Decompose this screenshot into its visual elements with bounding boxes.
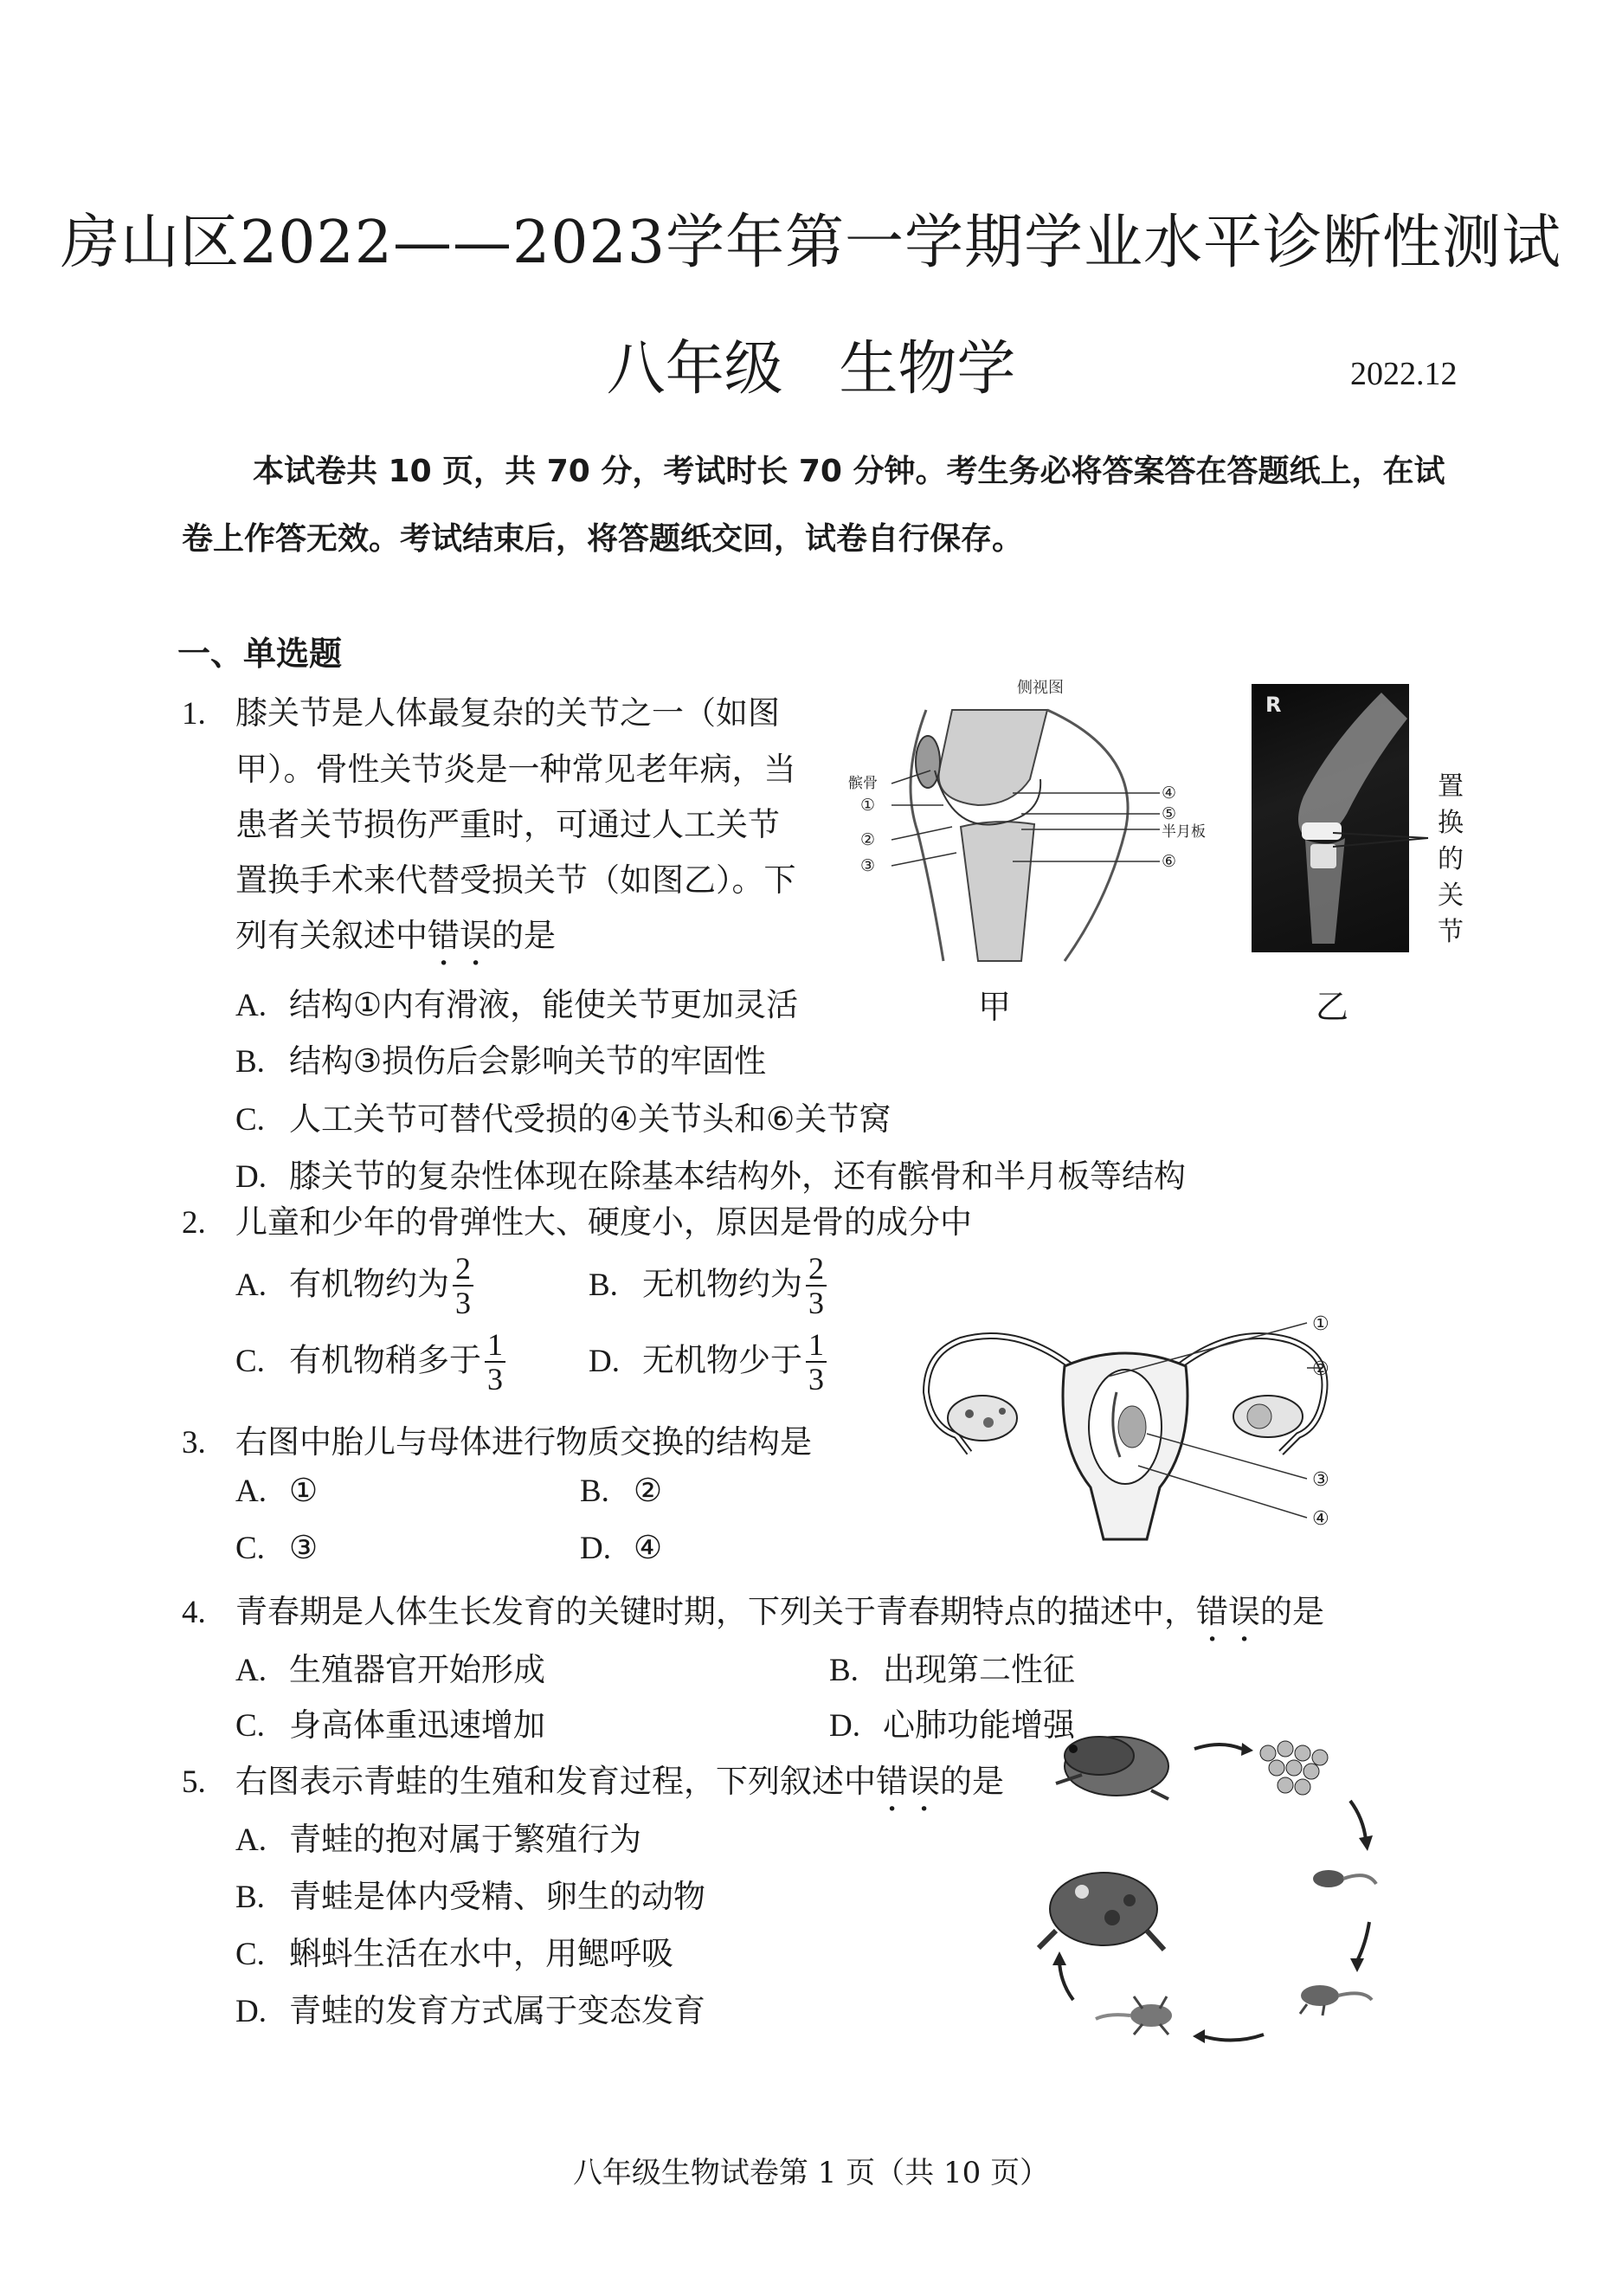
uterus-label-1: ① — [1312, 1313, 1329, 1335]
fraction-denominator: 3 — [808, 1362, 824, 1396]
question-stem-text: 青春期是人体生长发育的关键时期，下列关于青春期特点的描述中， — [235, 1593, 1196, 1630]
side-label-char: 的 — [1438, 844, 1464, 874]
question-stem-text: 的是 — [492, 917, 556, 954]
option-letter: C. — [235, 1531, 265, 1566]
option-b[interactable] — [580, 1472, 662, 1510]
option-letter: C. — [235, 1708, 265, 1744]
option-a[interactable] — [235, 1813, 641, 1860]
label-patella: 髌骨 — [848, 775, 878, 792]
option-letter: C. — [235, 1937, 265, 1972]
figure-a-caption: 甲 — [978, 988, 1012, 1026]
option-text: 无机物约为 — [642, 1265, 802, 1303]
fraction-numerator: 1 — [485, 1328, 505, 1363]
option-c[interactable] — [235, 1328, 505, 1396]
xray-side-label — [1435, 769, 1466, 951]
option-letter: D. — [235, 1159, 267, 1195]
frog-lifecycle-diagram — [1021, 1714, 1402, 2061]
option-text: 心肺功能增强 — [883, 1706, 1075, 1744]
option-text: 结构①内有滑液，能使关节更加灵活 — [289, 986, 799, 1023]
fraction — [806, 1252, 827, 1319]
option-text: 膝关节的复杂性体现在除基本结构外，还有髌骨和半月板等结构 — [289, 1158, 1186, 1195]
xray-pointer — [1333, 822, 1437, 857]
side-label-char: 关 — [1438, 880, 1464, 911]
option-letter: A. — [235, 1822, 267, 1858]
option-text: 青蛙是体内受精、卵生的动物 — [289, 1878, 705, 1915]
option-b[interactable] — [235, 1870, 705, 1917]
exam-subtitle: 八年级 生物学 — [606, 335, 1016, 403]
option-text: 结构③损伤后会影响关节的牢固性 — [289, 1042, 767, 1080]
option-text: 身高体重迅速增加 — [289, 1706, 545, 1744]
option-letter: D. — [235, 1994, 267, 2029]
option-letter: A. — [235, 988, 267, 1023]
xray-image — [1252, 684, 1409, 952]
question-stem-text: 右图中胎儿与母体进行物质交换的结构是 — [235, 1423, 812, 1461]
adult-frog-icon — [1039, 1873, 1164, 1950]
option-text: ④ — [634, 1529, 663, 1566]
question-2 — [182, 1195, 972, 1251]
option-letter: B. — [235, 1044, 265, 1080]
option-text: ① — [289, 1472, 319, 1509]
emphasis-text: 错误 — [1196, 1593, 1260, 1630]
fraction — [806, 1328, 827, 1396]
uterus-label-2: ② — [1312, 1358, 1329, 1380]
emphasis-text: 错误 — [876, 1763, 940, 1800]
xray-corner-mark: R — [1265, 693, 1282, 717]
option-text: 有机物约为 — [289, 1265, 449, 1303]
side-label-char: 节 — [1438, 917, 1464, 947]
fraction-numerator: 2 — [806, 1252, 827, 1287]
figure-b-caption: 乙 — [1316, 988, 1349, 1026]
option-text: 有机物稍多于 — [289, 1341, 481, 1379]
option-text: 生殖器官开始形成 — [289, 1651, 545, 1688]
option-letter: D. — [589, 1343, 620, 1379]
option-d[interactable] — [235, 1150, 1186, 1196]
option-letter: A. — [235, 1267, 267, 1303]
question-number: 3. — [182, 1425, 206, 1461]
label-5: ⑤ — [1162, 804, 1177, 823]
fraction — [485, 1328, 505, 1396]
question-stem-line: 置换手术来代替受损关节（如图乙）。下 — [235, 861, 796, 899]
option-text: ③ — [289, 1529, 319, 1566]
side-label-char: 换 — [1438, 808, 1464, 838]
question-stem-line: 甲）。骨性关节炎是一种常见老年病，当 — [235, 751, 796, 788]
option-a[interactable] — [235, 978, 798, 1025]
question-5 — [182, 1754, 1004, 1819]
figure-heading: 侧视图 — [1017, 679, 1064, 697]
knee-diagram — [848, 675, 1212, 970]
option-b[interactable] — [235, 1035, 766, 1081]
fraction — [453, 1252, 473, 1319]
tadpole-icon — [1313, 1870, 1376, 1887]
fraction-numerator: 1 — [806, 1328, 827, 1363]
label-1: ① — [860, 796, 876, 815]
option-letter: B. — [235, 1880, 265, 1915]
exam-notice: 本试卷共 10 页，共 70 分，考试时长 70 分钟。考生务必将答案答在答题纸上，在试卷上作答无效。考试结束后，将答题纸交回，试卷自行保存。 — [182, 454, 1445, 557]
question-4 — [182, 1584, 1324, 1649]
fraction-numerator: 2 — [453, 1252, 473, 1287]
question-stem-text: 的是 — [940, 1763, 1004, 1800]
label-4: ④ — [1162, 784, 1177, 803]
fraction-denominator: 3 — [808, 1286, 824, 1320]
option-b[interactable] — [829, 1643, 1075, 1690]
option-text: 人工关节可替代受损的④关节头和⑥关节窝 — [289, 1100, 891, 1138]
question-stem-text: 右图表示青蛙的生殖和发育过程，下列叙述中 — [235, 1763, 876, 1800]
option-b[interactable] — [589, 1252, 827, 1319]
option-letter: A. — [235, 1474, 267, 1509]
label-meniscus: 半月板 — [1162, 823, 1206, 841]
option-c[interactable] — [235, 1529, 318, 1567]
option-text: ② — [634, 1472, 663, 1509]
froglet-icon — [1096, 1996, 1172, 2035]
option-text: 青蛙的抱对属于繁殖行为 — [289, 1821, 641, 1858]
option-d[interactable] — [235, 1984, 705, 2031]
exam-date: 2022.12 — [1350, 356, 1458, 392]
fraction-denominator: 3 — [455, 1286, 471, 1320]
label-6: ⑥ — [1162, 852, 1177, 871]
question-number: 5. — [182, 1764, 206, 1800]
tadpole-with-legs-icon — [1300, 1985, 1372, 2015]
option-text: 出现第二性征 — [883, 1651, 1075, 1688]
exam-title: 房山区2022——2023学年第一学期学业水平诊断性测试 — [60, 209, 1562, 277]
label-3: ③ — [860, 856, 876, 875]
question-stem-line: 膝关节是人体最复杂的关节之一（如图 — [235, 694, 780, 732]
option-letter: C. — [235, 1102, 265, 1138]
option-c[interactable] — [235, 1699, 545, 1745]
option-letter: D. — [829, 1708, 860, 1744]
question-stem-text: 儿童和少年的骨弹性大、硬度小，原因是骨的成分中 — [235, 1203, 972, 1241]
option-text: 蝌蚪生活在水中，用鳃呼吸 — [289, 1935, 673, 1972]
option-d[interactable] — [580, 1529, 662, 1567]
emphasis-text: 错误 — [428, 917, 492, 954]
fraction-denominator: 3 — [487, 1362, 503, 1396]
frog-eggs-icon — [1260, 1741, 1328, 1795]
question-1 — [182, 686, 796, 973]
option-a[interactable] — [235, 1472, 318, 1510]
question-number: 1. — [182, 696, 206, 732]
question-3 — [182, 1415, 812, 1471]
uterus-diagram — [909, 1306, 1350, 1557]
label-2: ② — [860, 830, 876, 849]
question-number: 4. — [182, 1595, 206, 1630]
option-c[interactable] — [235, 1927, 673, 1974]
option-letter: B. — [589, 1267, 618, 1303]
option-letter: D. — [580, 1531, 611, 1566]
question-stem-text: 列有关叙述中 — [235, 917, 428, 954]
question-stem-line: 患者关节损伤严重时，可通过人工关节 — [235, 806, 780, 843]
option-c[interactable] — [235, 1093, 891, 1139]
option-letter: A. — [235, 1653, 267, 1688]
mating-frogs-icon — [1056, 1737, 1168, 1799]
page-footer: 八年级生物试卷第 1 页（共 10 页） — [572, 2156, 1050, 2190]
option-letter: B. — [580, 1474, 609, 1509]
option-a[interactable] — [235, 1643, 545, 1690]
uterus-label-3: ③ — [1312, 1469, 1329, 1491]
section-title: 一、单选题 — [177, 635, 343, 673]
option-text: 无机物少于 — [642, 1341, 802, 1379]
option-text: 青蛙的发育方式属于变态发育 — [289, 1992, 705, 2029]
uterus-label-4: ④ — [1312, 1508, 1329, 1530]
option-d[interactable] — [589, 1328, 827, 1396]
question-number: 2. — [182, 1205, 206, 1241]
side-label-char: 置 — [1438, 771, 1464, 802]
option-letter: B. — [829, 1653, 859, 1688]
option-a[interactable] — [235, 1252, 473, 1319]
question-stem-text: 的是 — [1260, 1593, 1324, 1630]
option-letter: C. — [235, 1343, 265, 1379]
